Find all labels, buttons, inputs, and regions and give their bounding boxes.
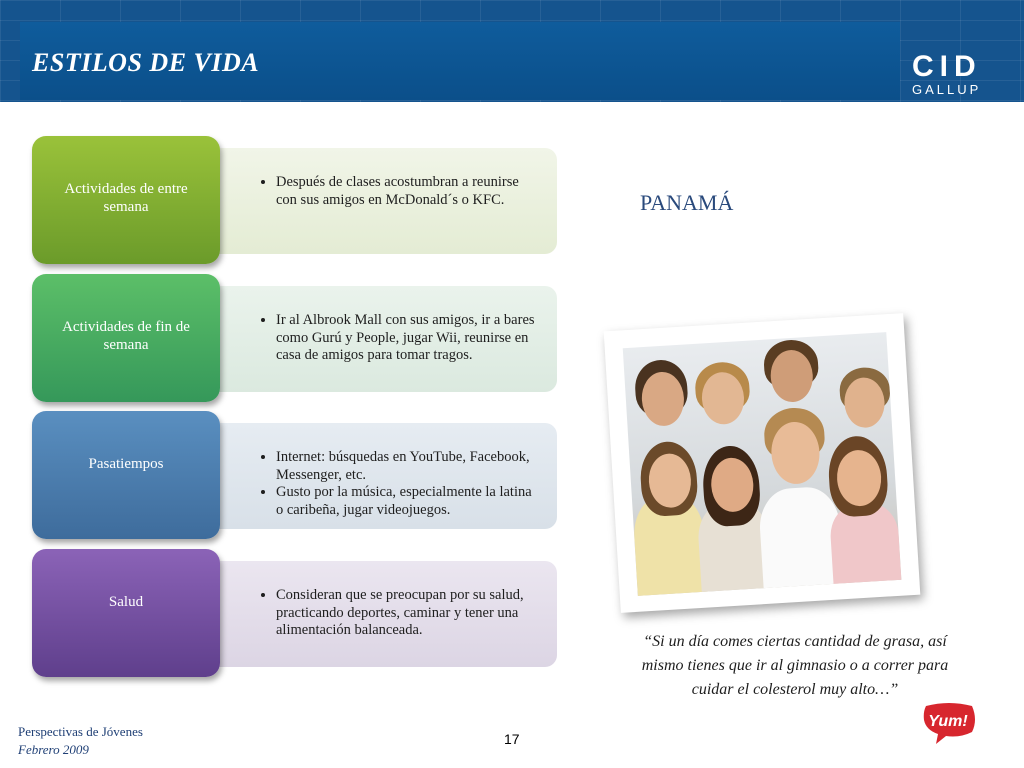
category-label: Actividades de fin de semana bbox=[32, 274, 220, 402]
row-description-box bbox=[192, 286, 557, 392]
footer-date: Febrero 2009 bbox=[18, 742, 89, 757]
bullet-item: • Gusto por la música, especialmente la latina o caribeña, jugar videojuegos. bbox=[276, 484, 538, 519]
row-description-box bbox=[192, 148, 557, 254]
bullet-item: • Ir al Albrook Mall con sus amigos, ir a bares como Gurú y People, jugar Wii, reunirse en casa de amigos para tomar tragos. bbox=[276, 312, 538, 365]
category-label: Pasatiempos bbox=[32, 411, 220, 539]
group-photo bbox=[623, 332, 902, 596]
country-label: PANAMÁ bbox=[640, 190, 734, 215]
row-description-box bbox=[192, 423, 557, 529]
bullet-list bbox=[262, 312, 538, 365]
bullet-list bbox=[262, 174, 538, 209]
bullet-list bbox=[262, 587, 538, 640]
bullet-item: • Consideran que se preocupan por su salud, practicando deportes, caminar y tener una alimentación balanceada. bbox=[276, 587, 538, 640]
category-label: Actividades de entre semana bbox=[32, 136, 220, 264]
lifestyle-row-weekday bbox=[32, 136, 562, 256]
page-number: 17 bbox=[504, 731, 520, 747]
bullet-item: • Internet: búsquedas en YouTube, Facebook, Messenger, etc. bbox=[276, 449, 538, 484]
lifestyle-row-hobbies bbox=[32, 411, 562, 531]
page-title: ESTILOS DE VIDA bbox=[32, 48, 260, 77]
bullet-item: • Después de clases acostumbran a reunirse con sus amigos en McDonald´s o KFC. bbox=[276, 174, 538, 209]
category-label: Salud bbox=[32, 549, 220, 677]
cid-logo: CID bbox=[912, 50, 982, 83]
footer-title: Perspectivas de Jóvenes bbox=[18, 724, 143, 739]
gallup-logo: GALLUP bbox=[912, 82, 982, 97]
yum-logo bbox=[920, 702, 978, 746]
bullet-list bbox=[262, 449, 538, 519]
yum-logo-text: Yum! bbox=[928, 713, 968, 730]
quote-text: “Si un día comes ciertas cantidad de grasa, así mismo tienes que ir al gimnasio o a correr para cuidar el colesterol muy alto…” bbox=[641, 633, 949, 698]
group-photo-frame bbox=[604, 313, 921, 613]
lifestyle-row-health bbox=[32, 549, 562, 669]
lifestyle-row-weekend bbox=[32, 274, 562, 394]
row-description-box bbox=[192, 561, 557, 667]
